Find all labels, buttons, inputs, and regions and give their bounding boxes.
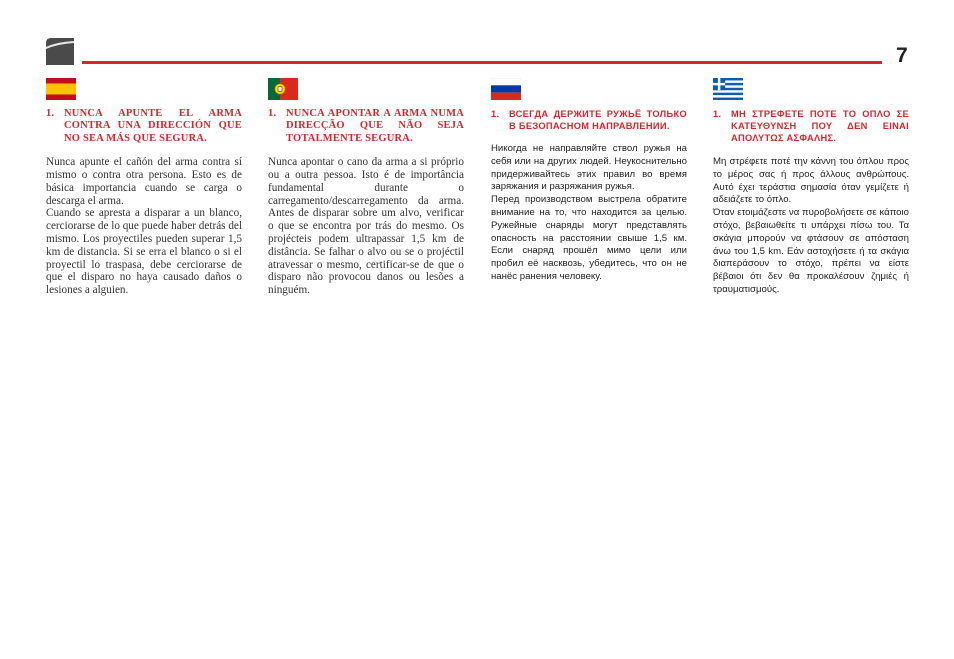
body-text-content: Никогда не направляйте ствол ружья на себя или на других людей. Неукоснительно придерживайтесь этих правил во время заряжания и разряжания ружья. Перед производством выстрела обратите внимание на то, что находится за целью. Ружейные снаряды могут представлять опасность на расстоянии свыше 1,5 км. Если снаряд прошёл мимо цели или пробил её насквозь, убедитесь, что он не нанёс ранения человеку.: [491, 143, 687, 282]
heading-text: ΜΗ ΣΤΡΕΦΕΤΕ ΠΟΤΕ ΤΟ ΟΠΛΟ ΣΕ ΚΑΤΕΥΘΥΝΣΗ ΠΟΥ ΔΕΝ ΕΙΝΑΙ ΑΠΟΛΥΤΩΣ ΑΣΦΑΛΗΣ.: [731, 109, 909, 143]
body-paragraph: [268, 156, 464, 297]
body-paragraph: [46, 156, 242, 297]
heading-text: NUNCA APONTAR A ARMA NUMA DIRECÇÃO QUE NÃO SEJA TOTALMENTE SEGURA.: [286, 108, 464, 144]
page-number: 7: [896, 44, 908, 67]
greece-flag-icon: [713, 78, 743, 100]
body-text-content: Nunca apunte el cañón del arma contra sí mismo o contra otra persona. Esto es de básica importancia cuando se carga o descarga el arma. Cuando se apresta a disparar a un blanco, cerciorarse de lo que puede haber detrás del mismo. Los proyectiles pueden superar 1,5 km de distancia. Si se erra el blanco o si el proyectil lo traspasa, debe cerciorarse de que el disparo no haya causado daños o lesiones a alguien.: [46, 156, 242, 297]
section-heading: [46, 108, 242, 145]
column-russian: [491, 78, 687, 284]
body-text-content: Nunca apontar o cano da arma a si próprio ou a outra pessoa. Isto é de importância fundamental durante o carregamento/descarregamento da arma. Antes de disparar sobre um alvo, verificar o que se encontra por trás do mesmo. Os projécteis podem ultrapassar 1,5 km de distância. Se falhar o alvo ou se o projéctil atravessar o mesmo, certificar-se de que o disparo não provocou danos ou lesões a ninguém.: [268, 156, 464, 297]
column-spanish: [46, 78, 242, 297]
section-number: 1.: [268, 108, 277, 119]
body-paragraph: [713, 156, 909, 297]
section-heading: [491, 108, 687, 132]
spain-flag-icon: [46, 78, 76, 100]
heading-text: NUNCA APUNTE EL ARMA CONTRA UNA DIRECCIÓN QUE NO SEA MÁS QUE SEGURA.: [64, 108, 242, 144]
portugal-flag-icon: [268, 78, 298, 100]
section-number: 1.: [46, 108, 55, 119]
header-red-rule: [82, 61, 882, 64]
section-number: 1.: [491, 109, 500, 119]
section-heading: [713, 108, 909, 144]
heading-text: ВСЕГДА ДЕРЖИТЕ РУЖЬЁ ТОЛЬКО В БЕЗОПАСНОМ НАПРАВЛЕНИИ.: [509, 109, 687, 131]
section-number: 1.: [713, 109, 722, 119]
column-portuguese: [268, 78, 464, 297]
brand-corner-logo-icon: [46, 38, 74, 65]
body-text-content: Μη στρέφετε ποτέ την κάννη του όπλου προς το μέρος σας ή προς άλλους ανθρώπους. Αυτό έχει τεράστια σημασία όταν γεμίζετε ή αδειάζετε το όπλο. Όταν ετοιμάζεστε να πυροβολήσετε σε κάποιο στόχο, βεβαιωθείτε τι υπάρχει πίσω του. Τα σκάγια μπορούν να φτάσουν σε απόσταση άνω του 1,5 km. Εάν αστοχήσετε ή τα σκάγια διαπεράσουν το στόχο, πρέπει να είστε βέβαιοι ότι δεν θα προκαλέσουν ζημιές ή τραυματισμούς.: [713, 156, 909, 295]
russia-flag-icon: [491, 78, 521, 100]
body-paragraph: [491, 143, 687, 284]
column-greek: [713, 78, 909, 297]
section-heading: [268, 108, 464, 145]
